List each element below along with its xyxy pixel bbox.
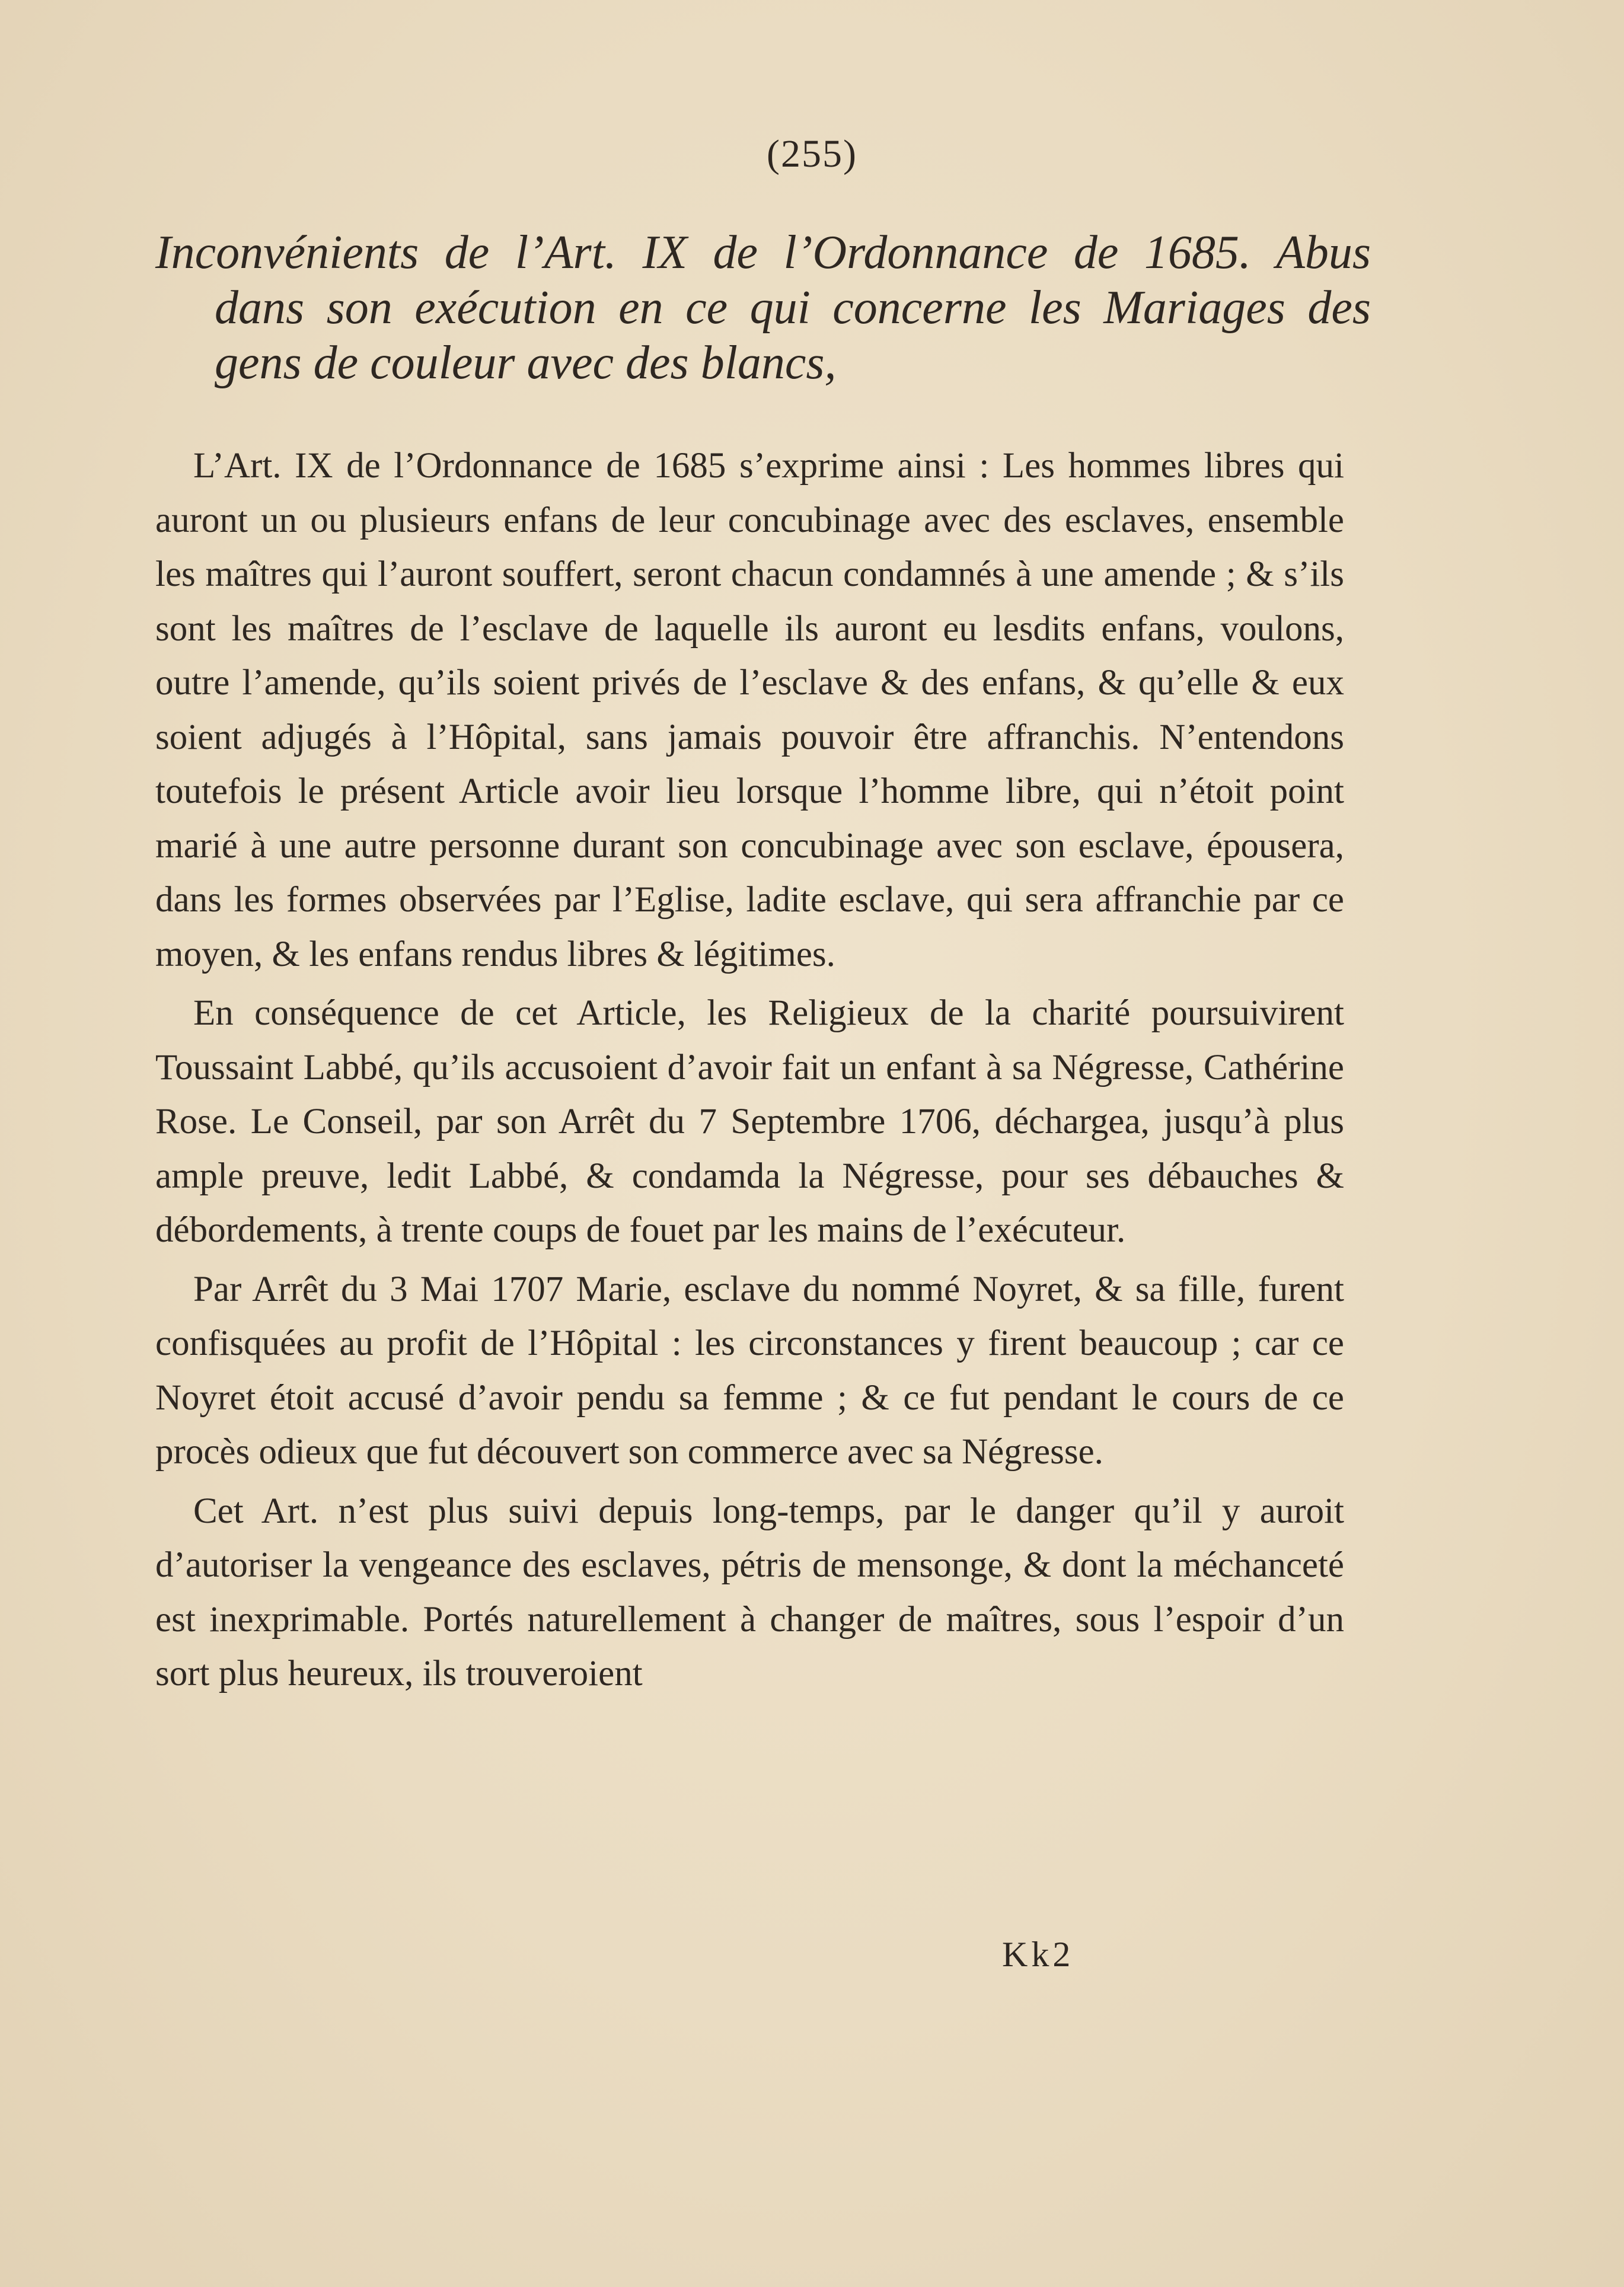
paragraph: En conséquence de cet Article, les Religieux de la charité poursuivirent Toussaint Labbé, qu’ils accusoient d’avoir fait un enfant à sa Négresse, Cathérine Rose. Le Conseil, par son Arrêt du 7 Septembre 1706, déchargea, jusqu’à plus ample preuve, ledit Labbé, & condamda la Négresse, pour ses débauches & débordements, à trente coups de fouet par les mains de l’exécuteur. — [155, 993, 1344, 1250]
page-number: (255) — [767, 132, 857, 176]
body-text — [155, 439, 1344, 1706]
section-heading — [155, 225, 1371, 391]
paragraph: Par Arrêt du 3 Mai 1707 Marie, esclave du nommé Noyret, & sa fille, furent confisquées au profit de l’Hôpital : les circonstances y firent beaucoup ; car ce Noyret étoit accusé d’avoir pendu sa femme ; & ce fut pendant le cours de ce procès odieux que fut découvert son commerce avec sa Négresse. — [155, 1269, 1344, 1472]
heading-line-2: dans son exécution en ce qui concerne les Mariages des — [215, 282, 1371, 334]
heading-line-1: Inconvénients de l’Art. IX de l’Ordonnance de 1685. Abus — [155, 227, 1371, 279]
signature-mark: Kk2 — [1002, 1935, 1074, 1974]
heading-line-3: gens de couleur avec des blancs, — [215, 337, 837, 389]
paragraph: Cet Art. n’est plus suivi depuis long-temps, par le danger qu’il y auroit d’autoriser la vengeance des esclaves, pétris de mensonge, & dont la méchanceté est inexprimable. Portés naturellement à changer de maîtres, sous l’espoir d’un sort plus heureux, ils trouveroient — [155, 1491, 1344, 1693]
paragraph: L’Art. IX de l’Ordonnance de 1685 s’exprime ainsi : Les hommes libres qui auront un ou plusieurs enfans de leur concubinage avec des esclaves, ensemble les maîtres qui l’auront souffert, seront chacun condamnés à une amende ; & s’ils sont les maîtres de l’esclave de laquelle ils auront eu lesdits enfans, voulons, outre l’amende, qu’ils soient privés de l’esclave & des enfans, & qu’elle & eux soient adjugés à l’Hôpital, sans jamais pouvoir être affranchis. N’entendons toutefois le présent Article avoir lieu lorsque l’homme libre, qui n’étoit point marié à une autre personne durant son concubinage avec son esclave, épousera, dans les formes observées par l’Eglise, ladite esclave, qui sera affranchie par ce moyen, & les enfans rendus libres & légitimes. — [155, 446, 1344, 974]
